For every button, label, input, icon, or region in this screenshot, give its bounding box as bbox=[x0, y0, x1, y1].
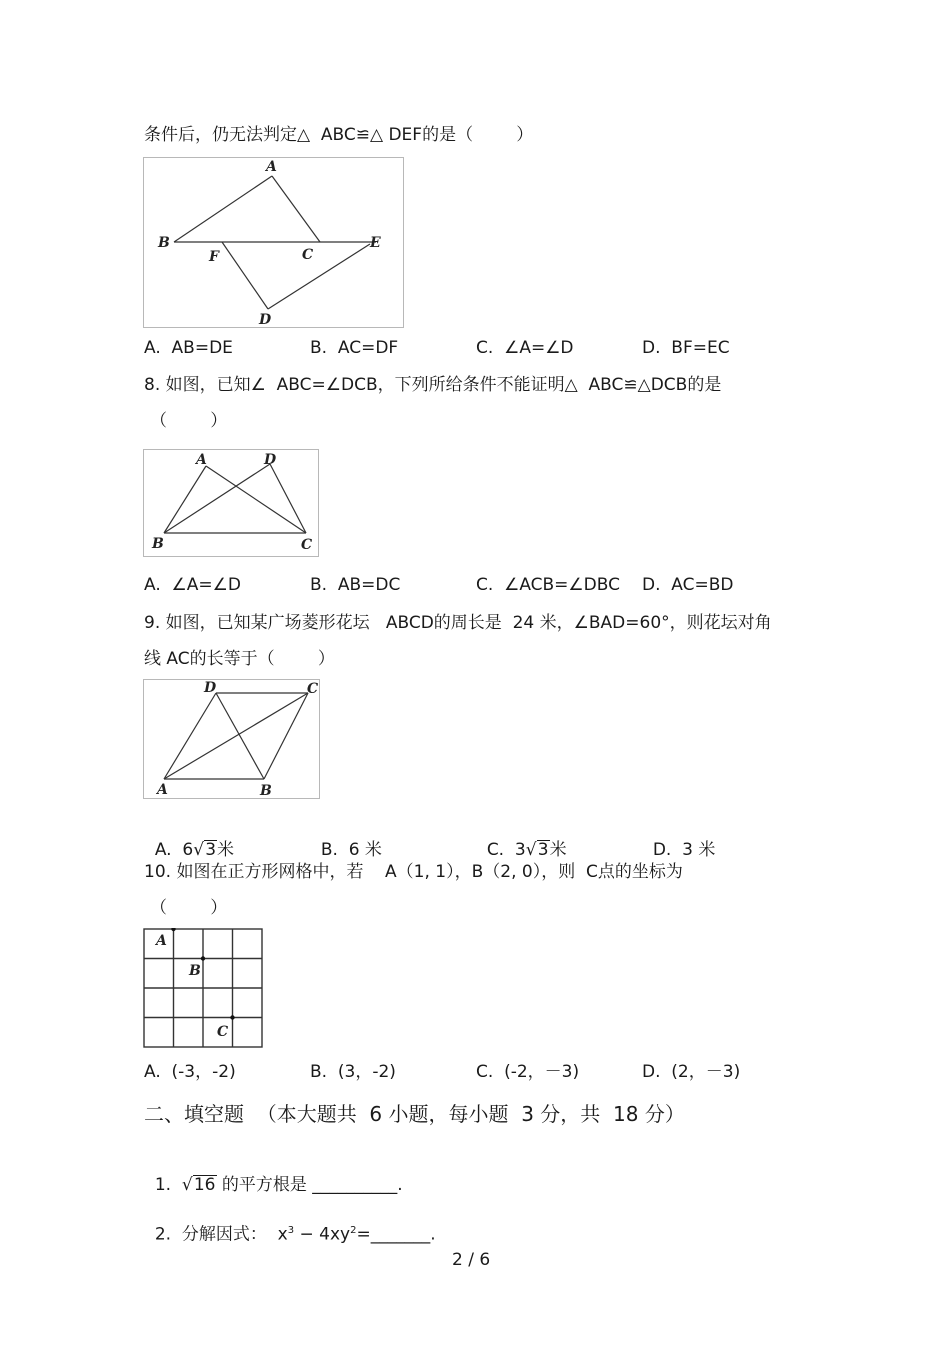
label-B: B bbox=[152, 536, 164, 552]
q9-option-a[interactable]: A. 6 √ 3米 bbox=[154, 840, 235, 860]
q8-option-a[interactable]: A. ∠A=∠D bbox=[144, 575, 241, 595]
label-A: A bbox=[196, 452, 207, 468]
label-C: C bbox=[302, 247, 314, 263]
sqrt-symbol: √ 3 bbox=[193, 840, 217, 860]
q10-stem-paren: （ ） bbox=[150, 898, 228, 918]
label-F: F bbox=[209, 249, 219, 265]
q9-figure bbox=[143, 679, 320, 799]
label-A: A bbox=[157, 782, 168, 798]
label-D: D bbox=[204, 680, 217, 696]
label-B: B bbox=[158, 235, 170, 251]
q9-stem-2: 线 AC的长等于（ ） bbox=[144, 649, 335, 669]
q7-option-a[interactable]: A. AB=DE bbox=[144, 338, 233, 358]
q10-option-d[interactable]: D. (2，－3) bbox=[642, 1062, 741, 1082]
q10-option-a[interactable]: A. (-3，-2) bbox=[144, 1062, 236, 1082]
label-D: D bbox=[264, 452, 277, 468]
label-D: D bbox=[259, 312, 272, 327]
q8-stem-paren: （ ） bbox=[150, 411, 228, 431]
q9-option-c[interactable]: C. 3 √ 3米 bbox=[486, 840, 567, 860]
label-C: C bbox=[307, 681, 319, 697]
q7-option-b[interactable]: B. AC=DF bbox=[310, 338, 399, 358]
q10-grid-figure bbox=[143, 928, 263, 1048]
fill-question-1: 1. √ 16 的平方根是 __________. bbox=[154, 1175, 403, 1195]
q7-option-c[interactable]: C. ∠A=∠D bbox=[476, 338, 574, 358]
label-C: C bbox=[217, 1024, 229, 1040]
label-A: A bbox=[266, 159, 277, 175]
q8-stem: 8. 如图，已知∠ ABC=∠DCB，下列所给条件不能证明△ ABC≌△DCB的是 bbox=[144, 375, 722, 395]
q9-option-b[interactable]: B. 6 米 bbox=[320, 840, 382, 860]
q7-option-d[interactable]: D. BF=EC bbox=[642, 338, 730, 358]
label-E: E bbox=[370, 235, 381, 251]
q8-option-b[interactable]: B. AB=DC bbox=[310, 575, 401, 595]
label-B: B bbox=[260, 783, 272, 798]
q10-stem: 10. 如图在正方形网格中，若 A（1, 1），B（2, 0），则 C点的坐标为 bbox=[144, 862, 683, 882]
q9-stem: 9. 如图，已知某广场菱形花坛 ABCD的周长是 24 米，∠BAD=60°，则花坛对角 bbox=[144, 613, 772, 633]
q7-stem: 条件后，仍无法判定△ ABC≌△ DEF的是（ ） bbox=[144, 125, 534, 145]
q8-option-d[interactable]: D. AC=BD bbox=[642, 575, 734, 595]
q9-option-d[interactable]: D. 3 米 bbox=[652, 840, 716, 860]
q7-figure bbox=[143, 157, 404, 328]
label-B: B bbox=[189, 963, 201, 979]
sqrt-symbol: √ 3 bbox=[525, 840, 549, 860]
page-number: 2 / 6 bbox=[452, 1250, 491, 1270]
label-A: A bbox=[156, 933, 167, 949]
q10-option-b[interactable]: B. (3，-2) bbox=[310, 1062, 396, 1082]
fill-question-2: 2. 分解因式： $x^3$ − $4xy^2=\_\_\_\_\_\_\_$. bbox=[154, 1224, 436, 1245]
section-heading: 二、填空题 （本大题共 6 小题，每小题 3 分，共 18 分） bbox=[144, 1102, 685, 1126]
q8-option-c[interactable]: C. ∠ACB=∠DBC bbox=[476, 575, 620, 595]
q8-figure bbox=[143, 449, 319, 557]
label-C: C bbox=[301, 537, 313, 553]
q10-option-c[interactable]: C. (-2，－3) bbox=[476, 1062, 580, 1082]
sqrt-symbol: √ 16 bbox=[181, 1175, 216, 1195]
